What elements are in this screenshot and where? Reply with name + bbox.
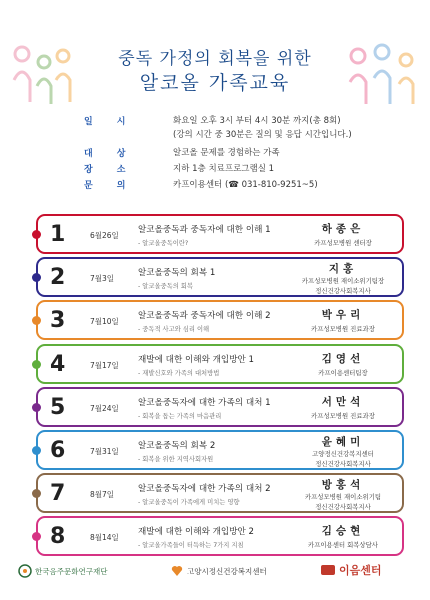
info-label-contact: 문의 [84,181,150,191]
session-speaker: 윤혜미 [321,436,365,448]
session-number: 1 [50,222,66,247]
session-speaker: 서만석 [321,395,365,408]
session-speaker-affiliation: 카프성모병원 재이소위기팀 [304,493,382,502]
session-date: 7월3일 [90,274,115,284]
footer-org-2-label: 고양시정신건강복지센터 [187,567,267,576]
footer-org-3 [320,562,382,580]
session-topic: 알코올중독과 중독자에 대한 이해 1 [138,225,271,235]
session-topic: 알코올중독과 중독자에 대한 이해 2 [138,311,271,322]
session-marker-dot [32,446,41,455]
session-marker-dot [32,273,41,282]
session-speaker: 하종은 [321,223,365,235]
info-value-time: 화요일 오후 3시 부터 4시 30분 까지(총 8회) [173,116,341,126]
session-number: 5 [50,394,66,420]
session-card [36,344,404,384]
session-subtopic: - 회복을 위한 지역사회자원 [138,456,214,463]
session-number: 7 [50,481,66,507]
info-label-target: 대상 [84,149,150,159]
session-date: 7월17일 [90,360,119,370]
session-subtopic: - 중독적 사고와 심리 이해 [138,326,210,334]
session-date: 7월10일 [90,317,119,327]
session-speaker: 김승현 [321,525,365,538]
session-subtopic: - 알코올중독이 가족에게 미치는 영향 [138,499,240,507]
footer-org-1-label: 한국음주문화연구재단 [35,567,108,576]
session-date: 6월26일 [90,231,119,240]
session-subtopic: - 알코올중독의 회복 [138,283,193,291]
session-speaker-affiliation: 카프이용센터팀장 [318,368,368,377]
session-date: 8월7일 [90,490,115,500]
session-speaker-affiliation: 카프성모병원 진료과장 [311,411,375,420]
session-speaker-affiliation: 정신건강사회복지사 [315,287,371,296]
info-row-place [0,162,430,176]
footer-org-3-label: 이음센터 [339,564,382,577]
session-topic: 알코올중독의 회복 2 [138,441,216,451]
eum-center-logo-icon [320,563,336,580]
foundation-logo-icon [18,564,32,580]
session-subtopic: - 회복을 돕는 가족의 마음관리 [138,412,222,420]
session-speaker: 방홍석 [321,479,365,492]
page-title-line2: 알코올 가족교육 [139,72,291,94]
session-card [36,387,404,427]
info-label-place: 장소 [84,165,150,175]
info-row-time [0,114,430,128]
info-value-place: 지하 1층 치료프로그램실 1 [173,164,275,174]
session-number: 3 [50,308,66,334]
session-number: 8 [50,524,66,550]
footer [0,556,430,586]
session-marker-dot [32,360,41,369]
session-card [36,430,404,470]
session-topic: 재발에 대한 이해와 개입방안 1 [138,354,255,365]
session-marker-dot [32,316,41,325]
session-number: 4 [50,351,66,377]
session-card [36,257,404,297]
session-marker-dot [32,403,41,412]
session-speaker-affiliation: 카프성모병원 진료과장 [311,325,375,334]
session-marker-dot [32,489,41,498]
session-topic: 알코올중독자에 대한 가족의 대처 2 [138,484,271,495]
session-subtopic: - 알코올가족들이 터득하는 7가지 지침 [138,542,244,550]
session-speaker-affiliation: 고양정신건강복지센터 [312,450,374,458]
session-subtopic: - 알코올중독이란? [138,240,189,247]
mental-health-center-logo-icon [170,564,184,580]
session-marker-dot [32,230,41,239]
session-speaker-affiliation: 정신건강사회복지사 [315,503,371,512]
session-speaker-affiliation: 카프이용센터 회복상담사 [308,541,378,550]
footer-org-2 [170,564,267,580]
session-topic: 알코올중독자에 대한 가족의 대처 1 [138,397,271,408]
session-card [36,300,404,340]
footer-org-1 [18,564,107,580]
info-value-note: (강의 시간 중 30분은 질의 및 응답 시간입니다.) [173,130,352,140]
info-row-contact [0,178,430,192]
info-label-time: 일시 [84,117,150,127]
session-date: 7월31일 [90,447,119,456]
session-date: 7월24일 [90,403,119,413]
session-card [36,473,404,513]
session-date: 8월14일 [90,533,119,543]
session-topic: 알코올중독의 회복 1 [138,268,216,279]
session-number: 6 [50,438,66,463]
session-speaker-affiliation: 정신건강사회복지사 [315,460,371,468]
session-speaker: 박우리 [321,309,365,322]
info-row-target [0,146,430,160]
session-speaker: 김영선 [321,352,365,365]
info-value-contact: 카프이용센터 (☎ 031-810-9251~5) [173,180,318,190]
session-speaker-affiliation: 카프성모병원 센터장 [314,239,372,247]
page-title-line1: 중독 가정의 회복을 위한 [118,49,312,69]
session-marker-dot [32,532,41,541]
session-speaker: 지홍 [328,263,358,276]
info-value-target: 알코올 문제를 경험하는 가족 [173,148,280,158]
session-card [36,214,404,254]
session-card [36,516,404,556]
session-speaker-affiliation: 카프성모병원 재이소위기팀장 [301,277,385,286]
session-subtopic: - 재발신호와 가족의 대처방법 [138,369,220,377]
info-row-note [0,128,430,142]
session-topic: 재발에 대한 이해와 개입방안 2 [138,527,255,538]
session-number: 2 [50,265,66,291]
